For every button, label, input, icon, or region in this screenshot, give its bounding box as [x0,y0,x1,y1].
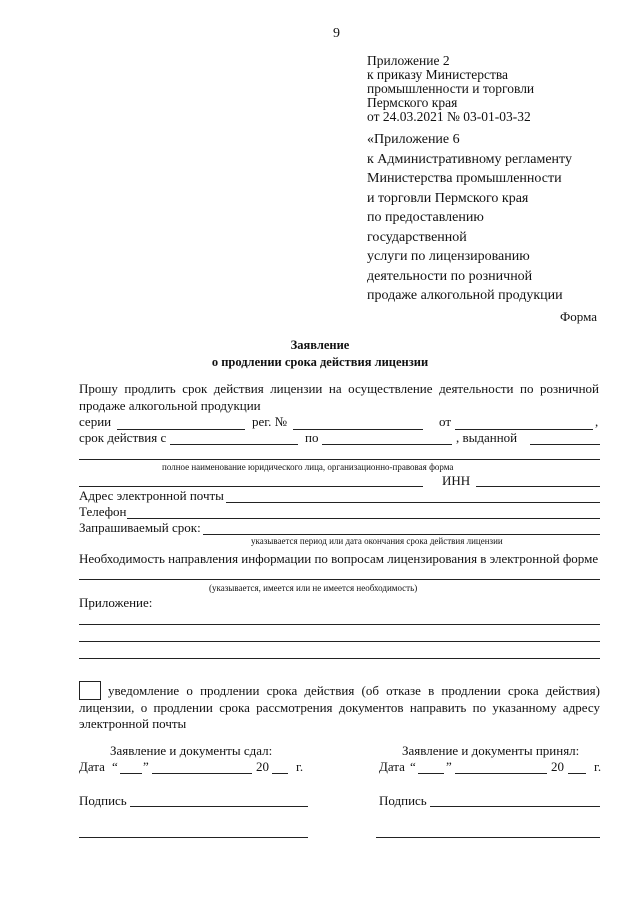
submitted-label: Заявление и документы сдал: [110,743,273,758]
header-line: промышленности и торговли [367,81,535,96]
appendix-line: Министерства промышленности [367,171,562,186]
appendix-line: услуги по лицензированию [367,249,530,264]
org-name-caption: полное наименование юридического лица, организационно-правовая форма [162,462,454,472]
appendix-line: продаже алкогольной продукции [367,288,563,303]
year-suffix: г. [594,759,602,774]
issued-to-input[interactable] [530,444,600,445]
submitted-day-input[interactable] [120,773,142,774]
comma-mark: , [595,414,599,429]
document-title: Заявление [290,338,350,352]
appendix-line: к Административному регламенту [367,151,572,167]
accepted-date-label: Дата [379,759,405,774]
form-label: Форма [560,309,597,324]
attachment-line-1[interactable] [79,624,600,625]
submitted-signature-label: Подпись [79,793,127,808]
year-prefix: 20 [256,759,269,774]
page-number: 9 [333,26,340,41]
period-caption: указывается период или дата окончания срока действия лицензии [251,536,503,546]
email-label: Адрес электронной почты [79,488,224,503]
accepted-day-input[interactable] [418,773,444,774]
accepted-name-input[interactable] [376,837,600,838]
accepted-signature-label: Подпись [379,793,427,808]
appendix-line: и торговли Пермского края [367,190,529,206]
intro-line-1: Прошу продлить срок действия лицензии на осуществление деятельности по розничной [79,381,599,396]
appendix-line: по предоставлению [367,210,484,225]
issued-label: , выданной [456,430,518,445]
open-quote: “ [112,759,118,774]
email-input[interactable] [226,502,600,503]
attachment-line-3[interactable] [79,658,600,659]
submitted-year-input[interactable] [272,773,288,774]
series-label: серии [79,414,112,429]
attachment-line-2[interactable] [79,641,600,642]
period-label: Запрашиваемый срок: [79,520,201,535]
header-line: Приложение 2 [367,53,450,68]
document-subtitle: о продлении срока действия лицензии [211,355,429,369]
accepted-month-input[interactable] [455,773,547,774]
close-quote: ” [446,759,452,774]
submitted-month-input[interactable] [152,773,252,774]
appendix-line: деятельности по розничной [367,268,533,284]
date-from-label: от [439,414,452,429]
electronic-caption: (указывается, имеется или не имеется необходимость) [209,583,418,593]
accepted-label: Заявление и документы принял: [402,743,580,758]
open-quote: “ [410,759,416,774]
validity-to-label: по [305,430,319,445]
notify-line-3: электронной почты [79,716,187,731]
inn-input[interactable] [476,486,600,487]
validity-start-input[interactable] [170,444,298,445]
notify-line-1: уведомление о продлении срока действия (об отказе в продлении срока действия) [108,683,600,698]
appendix-line: государственной [367,229,467,245]
attachment-label: Приложение: [79,595,153,610]
org-name-input-continued[interactable] [79,486,423,487]
header-approval-block [367,54,534,124]
submitted-signature-input[interactable] [130,806,308,807]
header-line: от 24.03.2021 № 03-01-03-32 [367,109,531,124]
notify-checkbox[interactable] [79,681,101,700]
inn-label: ИНН [442,473,471,488]
intro-line-2: продаже алкогольной продукции [79,398,261,413]
phone-label: Телефон [79,504,127,519]
validity-end-input[interactable] [322,444,452,445]
accepted-year-input[interactable] [568,773,586,774]
header-line: Пермского края [367,95,458,110]
submitted-date-label: Дата [79,759,105,774]
period-input[interactable] [203,534,600,535]
notify-line-2: лицензии, о продлении срока рассмотрения документов направить по указанному адресу [79,700,600,715]
appendix-block [367,130,572,306]
header-line: к приказу Министерства [367,67,509,82]
validity-label: срок действия с [79,430,167,445]
accepted-signature-input[interactable] [430,806,600,807]
electronic-label: Необходимость направления информации по вопросам лицензирования в электронной форме [79,551,599,566]
org-name-input[interactable] [79,459,600,460]
submitted-name-input[interactable] [79,837,308,838]
electronic-input[interactable] [79,579,600,580]
appendix-line: «Приложение 6 [367,132,460,147]
phone-input[interactable] [127,518,600,519]
year-suffix: г. [296,759,304,774]
reg-number-label: рег. № [252,414,288,429]
year-prefix: 20 [551,759,564,774]
close-quote: ” [143,759,149,774]
